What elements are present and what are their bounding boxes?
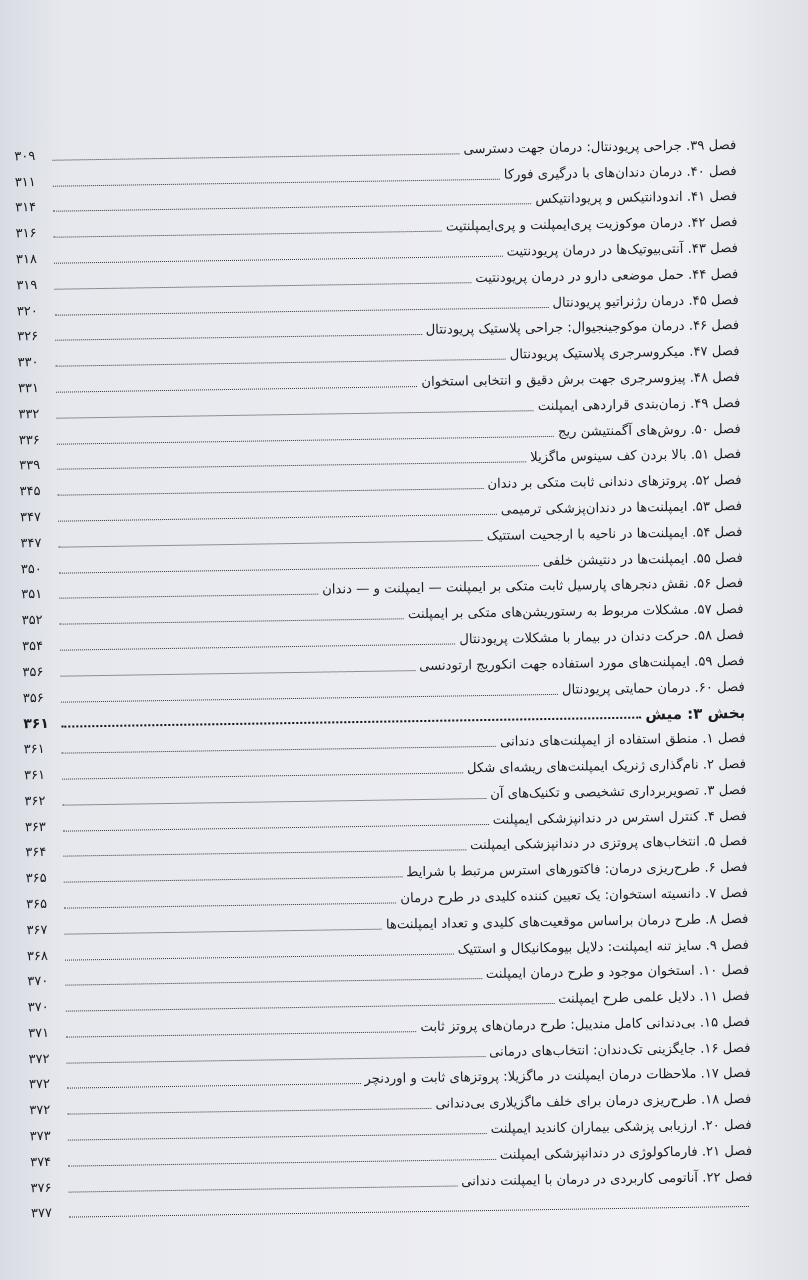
toc-entry-title: فصل ۵۰. روش‌های آگمنتیشن ریج xyxy=(557,421,741,440)
toc-page-number: ۳۴۷ xyxy=(19,509,42,526)
toc-entry-title: فصل ۴۵. درمان رژنراتیو پریودنتال xyxy=(552,292,739,311)
toc-entry-title: فصل ۹. سایز تنه ایمپلنت: دلایل بیومکانیکال و استتیک xyxy=(457,937,749,957)
toc-page-number: ۳۱۱ xyxy=(14,174,36,190)
toc-page-number: ۳۶۸ xyxy=(26,948,48,964)
toc-page-number: ۳۷۴ xyxy=(30,1154,52,1171)
toc-entry-title: فصل ۴۸. پیزوسرجری جهت برش دقیق و انتخابی استخوان xyxy=(421,369,741,390)
toc-page-number: ۳۶۱ xyxy=(23,767,46,784)
toc-entry-title: فصل ۵۱. بالا بردن کف سینوس ماگزیلا xyxy=(530,447,742,466)
toc-entry-title: فصل ۵۹. ایمپلنت‌های مورد استفاده جهت انکوریج ارتودنسی xyxy=(419,653,745,674)
toc-entry-title: بخش ۳: میش xyxy=(645,704,746,724)
toc-page-number: ۳۳۲ xyxy=(18,406,40,423)
toc-entry-title: فصل ۲. نام‌گذاری ژنریک ایمپلنت‌های ریشه‌ای شکل xyxy=(466,756,747,777)
toc-entry-title: فصل ۵۷. مشکلات مربوط به رستوریشن‌های متکی بر ایمپلنت xyxy=(407,602,744,623)
toc-page-number: ۳۷۱ xyxy=(28,1025,50,1042)
dot-leader xyxy=(59,594,318,599)
toc-entry-title: فصل ۶. طرح‌ریزی درمان: فاکتورهای استرس مرتبط با شرایط xyxy=(406,860,748,881)
toc-page-number: ۳۲۰ xyxy=(16,303,38,319)
toc-entry-title: فصل ۴۴. حمل موضعی دارو در درمان پریودنتیت xyxy=(475,266,739,286)
toc-page-number: ۳۵۲ xyxy=(21,613,43,629)
toc-entry-title: فصل ۱۸. طرح‌ریزی درمان برای خلف ماگزیلاری بی‌دندانی xyxy=(435,1092,752,1113)
toc-page-number: ۳۷۲ xyxy=(28,1051,50,1067)
toc-page-number: ۳۱۹ xyxy=(16,277,38,294)
toc-page-number: ۳۰۹ xyxy=(14,148,36,165)
toc-entry-title: فصل ۵۵. ایمپلنت‌ها در دنتیشن خلفی xyxy=(542,550,743,569)
toc-page-number: ۳۶۱ xyxy=(23,716,50,733)
table-of-contents xyxy=(14,128,753,1223)
toc-page-number: ۳۳۱ xyxy=(17,380,40,397)
toc-entry-title: فصل ۷. دانسیته استخوان: یک تعیین کننده کلیدی در طرح درمان xyxy=(400,885,749,907)
toc-page-number: ۳۴۷ xyxy=(20,535,42,552)
toc-page-number: ۳۶۲ xyxy=(24,793,46,809)
toc-entry-title: فصل ۲۰. ارزیابی پزشکی بیماران کاندید ایمپلنت xyxy=(490,1117,752,1138)
toc-page-number: ۳۱۶ xyxy=(15,226,37,242)
toc-page-number: ۳۶۳ xyxy=(24,819,46,835)
toc-entry-title: فصل ۵۶. نقش دنجرهای پارسیل ثابت متکی بر ایمپلنت — ایمپلنت و — دندان xyxy=(322,576,744,598)
toc-entry-title: فصل ۵۸. حرکت دندان در بیمار با مشکلات پریودنتال xyxy=(459,627,745,648)
toc-page-number: ۳۵۶ xyxy=(22,690,44,706)
toc-entry-title: فصل ۲۲. آناتومی کاربردی در درمان با ایمپلنت دندانی xyxy=(461,1169,753,1190)
toc-entry-title: فصل ۱۰. استخوان موجود و طرح درمان ایمپلنت xyxy=(485,963,750,983)
dot-leader xyxy=(69,1206,749,1218)
toc-entry-title: فصل ۴۱. اندودانتیکس و پریودانتیکس xyxy=(535,189,738,208)
toc-page-number: ۳۳۰ xyxy=(17,355,39,371)
toc-page-number: ۳۵۶ xyxy=(22,664,44,681)
toc-entry-title: فصل ۱. منطق استفاده از ایمپلنت‌های دندانی xyxy=(499,731,746,750)
toc-entry-title: فصل ۱۵. بی‌دندانی کامل مندیبل: طرح درمان‌های پروتز ثابت xyxy=(420,1014,751,1035)
toc-page-number: ۳۵۴ xyxy=(21,638,44,655)
toc-entry-title: فصل ۴۹. زمان‌بندی قراردهی ایمپلنت xyxy=(537,395,741,414)
toc-page-number: ۳۳۶ xyxy=(18,432,40,448)
toc-entry-title: فصل ۲۱. فارماکولوژی در دندانپزشکی ایمپلنت xyxy=(499,1143,753,1163)
toc-entry-title: فصل ۴. کنترل استرس در دندانپزشکی ایمپلنت xyxy=(492,808,747,828)
toc-entry-title: فصل ۴۰. درمان دندان‌های با درگیری فورکا xyxy=(503,163,737,183)
toc-page-number: ۳۷۳ xyxy=(29,1128,51,1145)
toc-entry-title: فصل ۱۱. دلایل علمی طرح ایمپلنت xyxy=(558,988,750,1007)
toc-page-number: ۳۳۹ xyxy=(19,458,41,474)
toc-page-number: ۳۶۵ xyxy=(25,871,47,887)
toc-entry-title: فصل ۴۶. درمان موکوجینجیوال: جراحی پلاستیک پریودنتال xyxy=(425,318,740,339)
toc-page-number: ۳۶۴ xyxy=(25,845,47,861)
toc-page-number: ۳۱۴ xyxy=(15,200,37,216)
toc-entry-title: فصل ۸. طرح درمان براساس موقعیت‌های کلیدی و تعداد ایمپلنت‌ها xyxy=(385,911,749,933)
toc-page-number: ۳۶۱ xyxy=(23,742,45,758)
toc-entry-title: فصل ۳. تصویربرداری تشخیصی و تکنیک‌های آن xyxy=(490,782,747,802)
toc-page-number: ۳۷۷ xyxy=(30,1206,53,1222)
toc-page-number: ۳۷۰ xyxy=(27,999,49,1016)
toc-entry-title: فصل ۵۲. پروتزهای دندانی ثابت متکی بر دندان xyxy=(487,473,742,493)
toc-entry-title: فصل ۴۷. میکروسرجری پلاستیک پریودنتال xyxy=(509,344,740,363)
toc-entry-title: فصل ۵۴. ایمپلنت‌ها در ناحیه با ارجحیت استتیک xyxy=(486,524,743,544)
toc-entry-title: فصل ۱۷. ملاحظات درمان ایمپلنت در ماگزیلا: پروتزهای ثابت و اوردنچر xyxy=(364,1066,751,1088)
toc-page-number: ۳۱۸ xyxy=(15,251,38,268)
toc-page-number: ۳۷۶ xyxy=(30,1180,52,1196)
toc-page-number: ۳۷۲ xyxy=(28,1077,51,1093)
toc-entry-title: فصل ۵۳. ایمپلنت‌ها در دندان‌پزشکی ترمیمی xyxy=(500,498,743,518)
toc-page-number: ۳۵۱ xyxy=(21,587,43,603)
toc-entry-title: فصل ۴۲. درمان موکوزیت پری‌ایمپلنت و پری‌ایمپلنتیت xyxy=(445,215,738,235)
toc-entry-title: فصل ۳۹. جراحی پریودنتال: درمان جهت دسترسی xyxy=(463,137,737,158)
toc-page-number: ۳۷۲ xyxy=(29,1103,51,1119)
toc-entry-title: فصل ۴۳. آنتی‌بیوتیک‌ها در درمان پریودنتیت xyxy=(506,240,739,260)
toc-entry-title: فصل ۵. انتخاب‌های پروتزی در دندانپزشکی ایمپلنت xyxy=(469,834,748,854)
toc-page-number: ۳۷۰ xyxy=(27,974,49,990)
toc-page-number: ۳۴۵ xyxy=(19,484,41,500)
toc-entry-title: فصل ۶۰. درمان حمایتی پریودنتال xyxy=(561,679,745,698)
toc-page-number: ۳۲۶ xyxy=(17,329,39,345)
toc-page-number: ۳۵۰ xyxy=(20,561,42,577)
toc-page-number: ۳۶۷ xyxy=(26,922,48,938)
toc-page-number: ۳۶۵ xyxy=(25,896,48,913)
toc-entry-title: فصل ۱۶. جایگزینی تک‌دندان: انتخاب‌های درمانی xyxy=(488,1040,751,1060)
